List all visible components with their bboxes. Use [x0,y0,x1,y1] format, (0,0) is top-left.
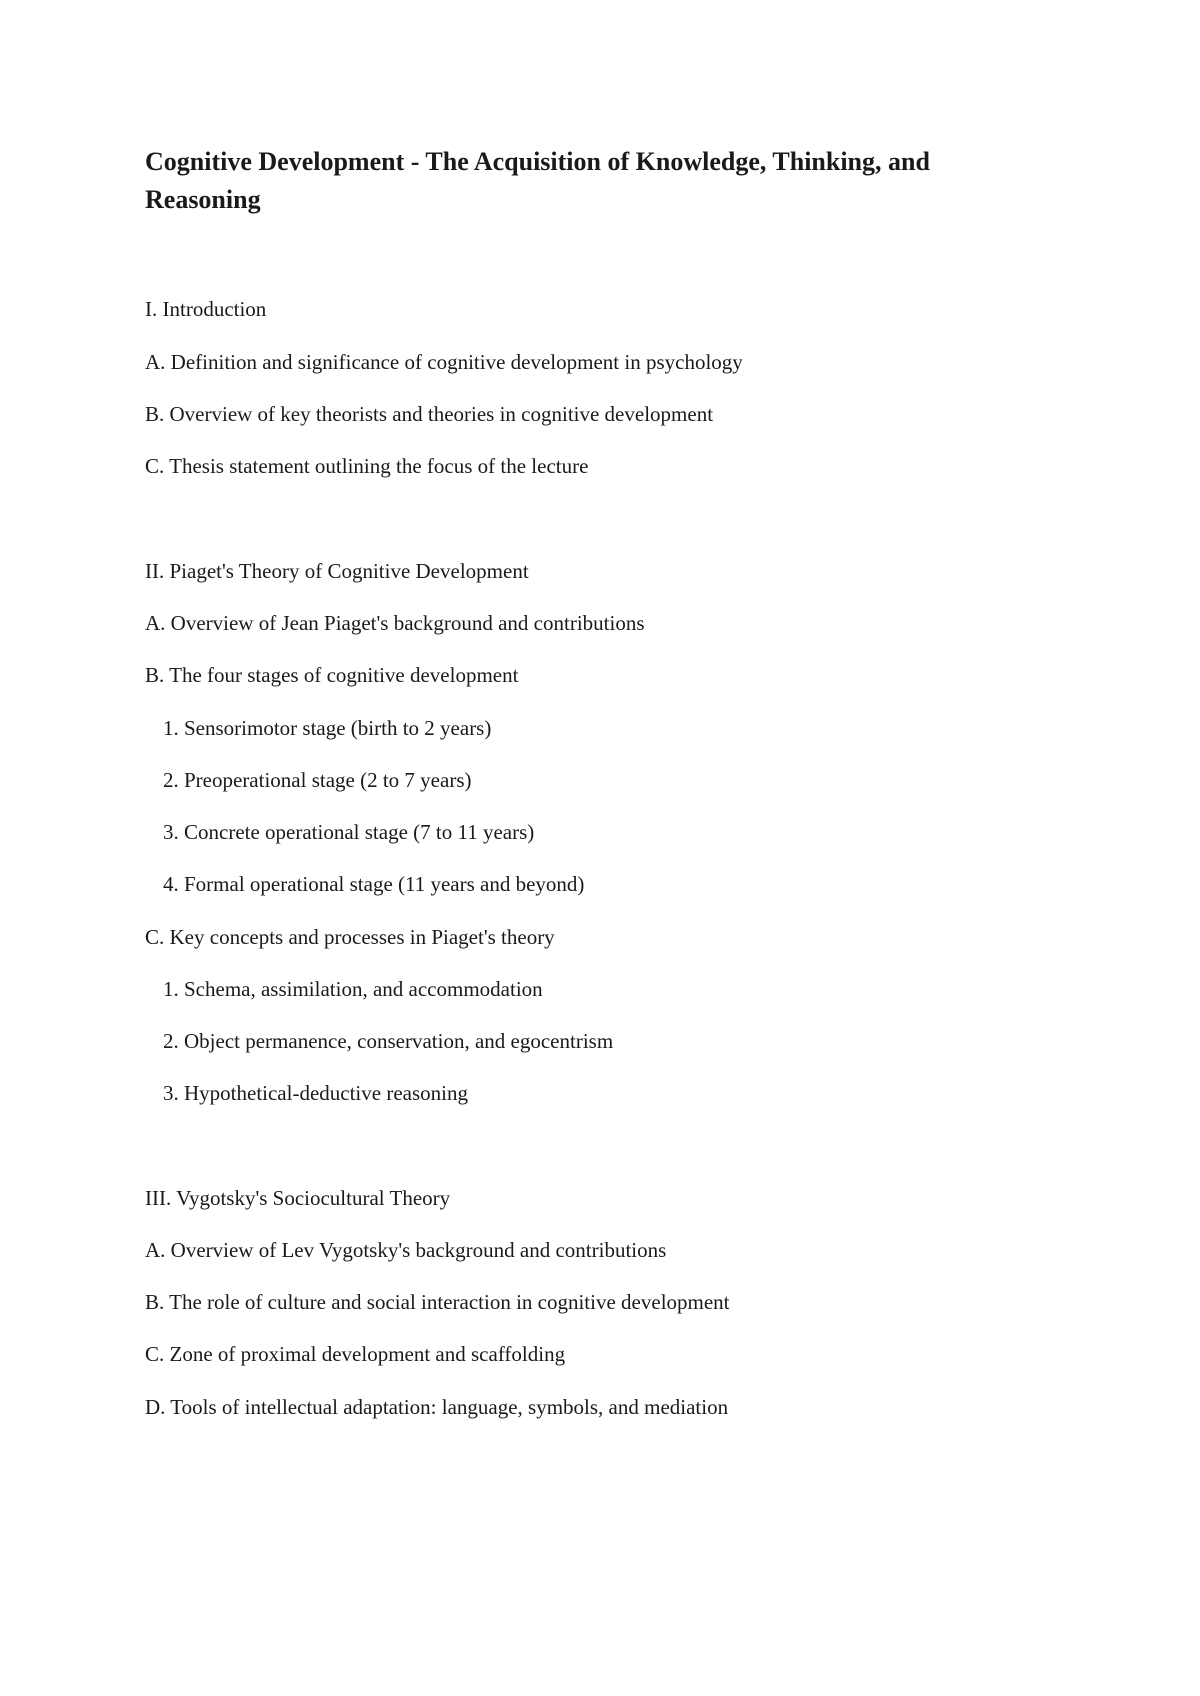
outline-subitem: 2. Object permanence, conservation, and egocentrism [163,1029,614,1053]
outline-item: B. The role of culture and social interaction in cognitive development [145,1290,730,1314]
outline-item: C. Key concepts and processes in Piaget's theory [145,925,555,949]
outline-subitem: 3. Concrete operational stage (7 to 11 years) [163,820,535,844]
outline-subitem: 3. Hypothetical-deductive reasoning [163,1081,468,1105]
outline-item: A. Overview of Jean Piaget's background and contributions [145,611,645,635]
outline-subitem: 1. Sensorimotor stage (birth to 2 years) [163,716,492,740]
section-heading-vygotsky: III. Vygotsky's Sociocultural Theory [145,1186,451,1210]
outline-item: D. Tools of intellectual adaptation: language, symbols, and mediation [145,1395,729,1419]
outline-item: A. Definition and significance of cognitive development in psychology [145,350,743,374]
outline-subitem: 4. Formal operational stage (11 years and beyond) [163,872,585,896]
outline-item: B. The four stages of cognitive development [145,663,519,687]
outline-item: B. Overview of key theorists and theories in cognitive development [145,402,714,426]
outline-subitem: 2. Preoperational stage (2 to 7 years) [163,768,472,792]
section-heading-piaget: II. Piaget's Theory of Cognitive Development [145,559,529,583]
outline-item: A. Overview of Lev Vygotsky's background and contributions [145,1238,667,1262]
outline-item: C. Thesis statement outlining the focus of the lecture [145,454,589,478]
outline-item: C. Zone of proximal development and scaffolding [145,1342,566,1366]
outline-subitem: 1. Schema, assimilation, and accommodation [163,977,543,1001]
document-title: Cognitive Development - The Acquisition of Knowledge, Thinking, and Reasoning [145,147,930,214]
section-heading-introduction: I. Introduction [145,297,267,321]
